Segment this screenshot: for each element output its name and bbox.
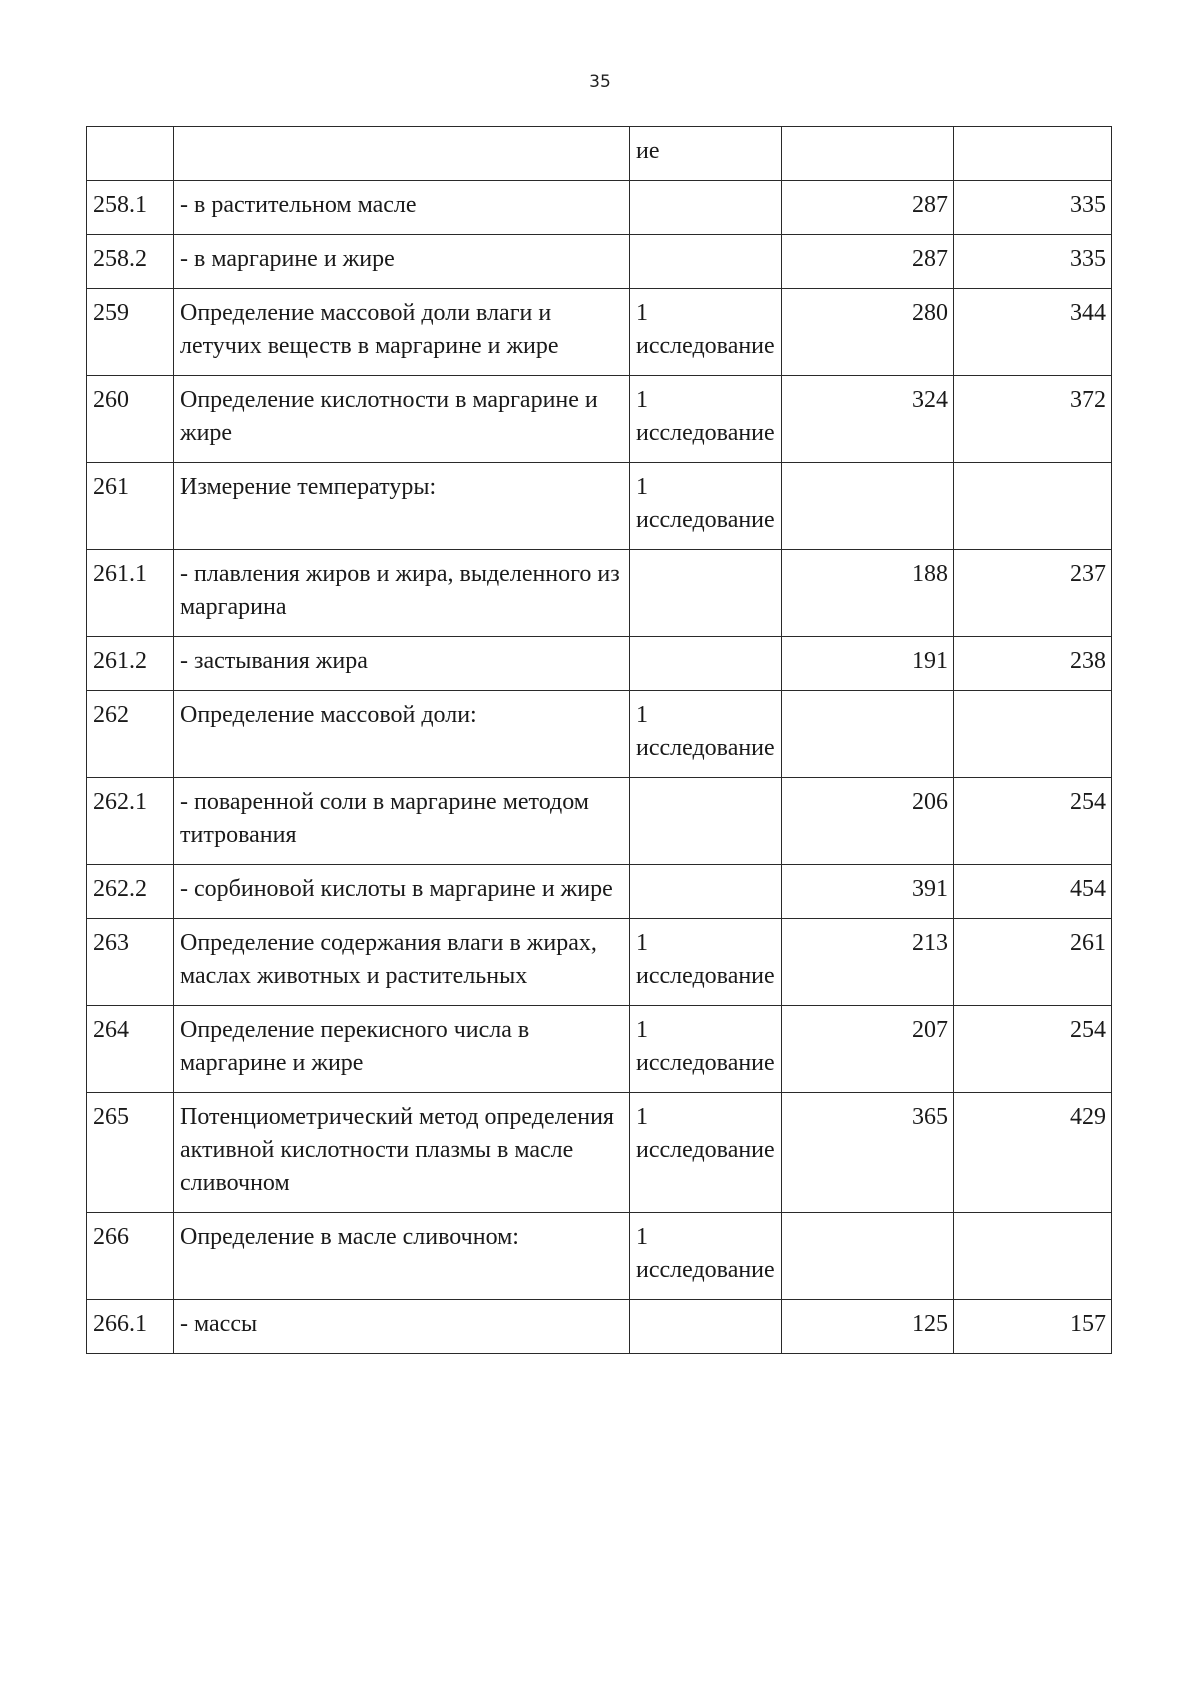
service-name-cell: - сорбиновой кислоты в маргарине и жире (174, 865, 630, 919)
price-cell-2: 254 (954, 778, 1112, 865)
row-number-cell: 261.1 (87, 550, 174, 637)
unit-cell (630, 778, 782, 865)
service-name-cell: Измерение температуры: (174, 463, 630, 550)
price-cell-1: 213 (782, 919, 954, 1006)
price-cell-1: 207 (782, 1006, 954, 1093)
row-number-cell: 263 (87, 919, 174, 1006)
price-cell-1 (782, 691, 954, 778)
unit-cell: 1 исследование (630, 463, 782, 550)
table-row (87, 1213, 1112, 1300)
price-cell-1: 365 (782, 1093, 954, 1213)
page-number: 35 (589, 72, 611, 92)
unit-cell: 1 исследование (630, 1213, 782, 1300)
row-number-cell: 261.2 (87, 637, 174, 691)
service-name-cell: - застывания жира (174, 637, 630, 691)
service-name-cell: Определение в масле сливочном: (174, 1213, 630, 1300)
table-row (87, 289, 1112, 376)
table-row (87, 550, 1112, 637)
price-cell-1: 188 (782, 550, 954, 637)
service-name-cell: Определение массовой доли: (174, 691, 630, 778)
price-cell-2: 261 (954, 919, 1112, 1006)
price-cell-1: 287 (782, 235, 954, 289)
row-number-cell: 264 (87, 1006, 174, 1093)
unit-cell (630, 1300, 782, 1354)
service-name-cell: Определение перекисного числа в маргарине и жире (174, 1006, 630, 1093)
unit-cell: 1 исследование (630, 1093, 782, 1213)
price-cell-2: 454 (954, 865, 1112, 919)
price-table-body (87, 127, 1112, 1354)
table-row (87, 691, 1112, 778)
price-cell-2: 429 (954, 1093, 1112, 1213)
price-cell-1 (782, 463, 954, 550)
table-row (87, 1093, 1112, 1213)
price-cell-2 (954, 127, 1112, 181)
service-name-cell: Определение содержания влаги в жирах, маслах животных и растительных (174, 919, 630, 1006)
table-row (87, 1300, 1112, 1354)
table-row (87, 181, 1112, 235)
price-table (86, 126, 1112, 1354)
table-row (87, 865, 1112, 919)
row-number-cell: 262 (87, 691, 174, 778)
row-number-cell: 262.1 (87, 778, 174, 865)
row-number-cell: 258.1 (87, 181, 174, 235)
unit-cell: 1 исследование (630, 289, 782, 376)
price-cell-1 (782, 1213, 954, 1300)
row-number-cell: 266 (87, 1213, 174, 1300)
unit-cell: 1 исследование (630, 919, 782, 1006)
price-cell-2: 238 (954, 637, 1112, 691)
price-cell-1: 125 (782, 1300, 954, 1354)
row-number-cell: 262.2 (87, 865, 174, 919)
service-name-cell (174, 127, 630, 181)
row-number-cell: 259 (87, 289, 174, 376)
table-row (87, 376, 1112, 463)
unit-cell: 1 исследование (630, 691, 782, 778)
price-cell-2 (954, 463, 1112, 550)
row-number-cell: 260 (87, 376, 174, 463)
unit-cell (630, 637, 782, 691)
price-cell-1: 391 (782, 865, 954, 919)
price-cell-1: 206 (782, 778, 954, 865)
unit-cell (630, 181, 782, 235)
price-cell-2: 372 (954, 376, 1112, 463)
unit-cell: 1 исследование (630, 376, 782, 463)
table-row (87, 463, 1112, 550)
service-name-cell: Потенциометрический метод определения активной кислотности плазмы в масле сливочном (174, 1093, 630, 1213)
row-number-cell: 266.1 (87, 1300, 174, 1354)
row-number-cell: 265 (87, 1093, 174, 1213)
unit-cell (630, 865, 782, 919)
row-number-cell (87, 127, 174, 181)
price-cell-1: 191 (782, 637, 954, 691)
service-name-cell: - плавления жиров и жира, выделенного из маргарина (174, 550, 630, 637)
table-row (87, 637, 1112, 691)
table-row (87, 919, 1112, 1006)
service-name-cell: - в растительном масле (174, 181, 630, 235)
price-cell-2: 157 (954, 1300, 1112, 1354)
service-name-cell: - массы (174, 1300, 630, 1354)
price-cell-2 (954, 1213, 1112, 1300)
price-cell-2: 335 (954, 181, 1112, 235)
row-number-cell: 258.2 (87, 235, 174, 289)
table-row (87, 778, 1112, 865)
service-name-cell: Определение кислотности в маргарине и жире (174, 376, 630, 463)
price-cell-1: 280 (782, 289, 954, 376)
price-cell-2: 254 (954, 1006, 1112, 1093)
price-cell-1: 287 (782, 181, 954, 235)
price-cell-2: 335 (954, 235, 1112, 289)
price-cell-2: 344 (954, 289, 1112, 376)
table-row (87, 235, 1112, 289)
row-number-cell: 261 (87, 463, 174, 550)
service-name-cell: - поваренной соли в маргарине методом титрования (174, 778, 630, 865)
unit-cell: 1 исследование (630, 1006, 782, 1093)
price-cell-2 (954, 691, 1112, 778)
price-cell-2: 237 (954, 550, 1112, 637)
unit-cell (630, 235, 782, 289)
unit-cell: ие (630, 127, 782, 181)
price-cell-1 (782, 127, 954, 181)
table-row (87, 1006, 1112, 1093)
unit-cell (630, 550, 782, 637)
service-name-cell: Определение массовой доли влаги и летучих веществ в маргарине и жире (174, 289, 630, 376)
price-cell-1: 324 (782, 376, 954, 463)
service-name-cell: - в маргарине и жире (174, 235, 630, 289)
table-row (87, 127, 1112, 181)
